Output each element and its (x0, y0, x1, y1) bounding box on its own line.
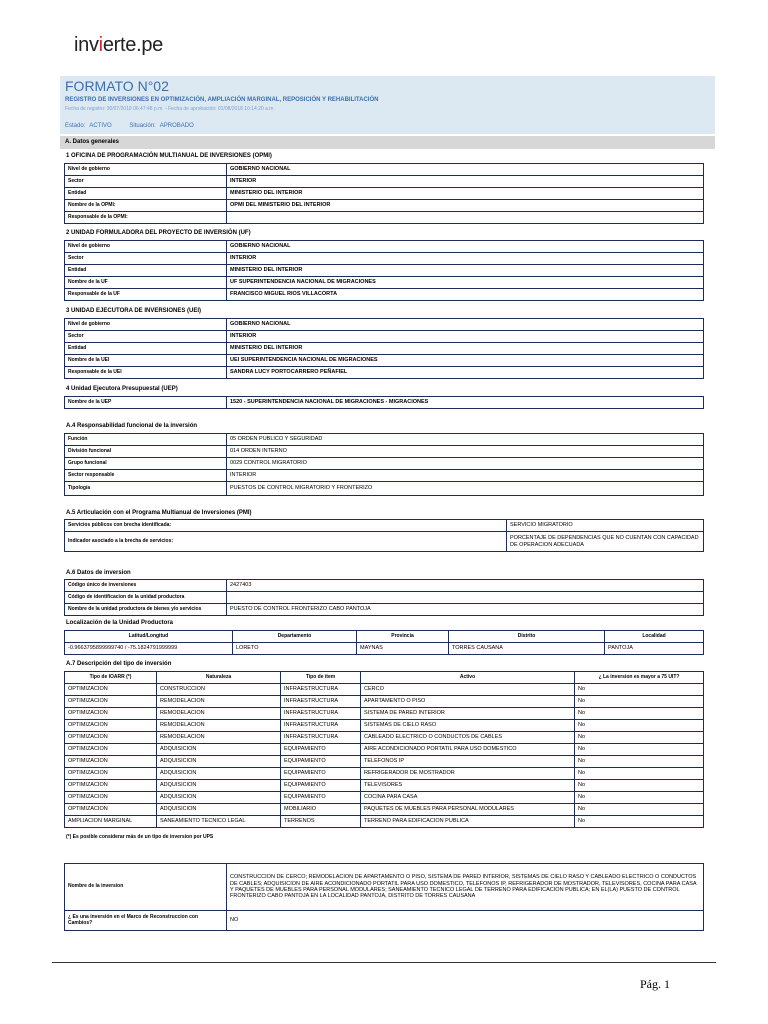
page-number: Pág. 1 (640, 977, 670, 991)
table-cell: INTERIOR (227, 176, 704, 188)
table-cell: INFRAESTRUCTURA (281, 720, 361, 732)
table-cell: Tipo de ítem (281, 672, 361, 684)
table-cell: COCINA PARA CASA (361, 792, 575, 804)
table-cell (227, 212, 704, 224)
table-cell: CABLEADO ELECTRICO O CONDUCTOS DE CABLES (361, 732, 575, 744)
table-cell: No (575, 696, 704, 708)
table-cell: OPTIMIZACION (65, 732, 157, 744)
table-cell: SISTEMA DE PARED INTERIOR (361, 708, 575, 720)
opmi-table (64, 163, 704, 224)
situacion-value: APROBADO (159, 123, 194, 129)
table-cell: Nivel de gobierno (65, 319, 227, 331)
table-cell: 0029 CONTROL MIGRATORIO (227, 458, 704, 470)
table-cell: No (575, 732, 704, 744)
investment-type-table (64, 671, 704, 828)
table-row (65, 696, 704, 708)
table-cell: Distrito (449, 631, 605, 643)
table-cell: INTERIOR (227, 470, 704, 482)
table-cell: Nivel de gobierno (65, 164, 227, 176)
table-cell: AMPLIACION MARGINAL (65, 816, 157, 828)
a5-title: A.5 Articulación con el Programa Multianual de Inversiones (PMI) (66, 510, 252, 516)
a7-title: A.7 Descripción del tipo de inversión (66, 661, 172, 667)
table-cell: Código de identificacion de la unidad productora (65, 592, 227, 604)
table-cell: No (575, 684, 704, 696)
table-cell: No (575, 744, 704, 756)
table-cell: Nombre de la UEI (65, 355, 227, 367)
loc-title: Localización de la Unidad Productora (66, 620, 174, 626)
table-cell: No (575, 708, 704, 720)
table-cell (227, 592, 704, 604)
table-cell: Provincia (357, 631, 449, 643)
uep-title: 4 Unidad Ejecutora Presupuestal (UEP) (66, 386, 178, 392)
table-cell: EQUIPAMIENTO (281, 744, 361, 756)
table-cell: Responsable de la UEI (65, 367, 227, 379)
table-cell: Sector (65, 176, 227, 188)
table-cell: Nombre de la OPMI: (65, 200, 227, 212)
table-cell: No (575, 816, 704, 828)
table-cell: EQUIPAMIENTO (281, 768, 361, 780)
table-cell: ADQUISICION (157, 744, 281, 756)
uep-table (64, 396, 704, 409)
uf-title: 2 UNIDAD FORMULADORA DEL PROYECTO DE INVERSIÓN (UF) (66, 230, 251, 236)
table-row (65, 684, 704, 696)
table-cell: Función (65, 434, 227, 446)
table-cell: Servicios públicos con brecha identificada: (65, 520, 507, 532)
table-cell: Grupo funcional (65, 458, 227, 470)
table-cell: Sector responsable (65, 470, 227, 482)
table-cell: OPTIMIZACION (65, 792, 157, 804)
table-cell: GOBIERNO NACIONAL (227, 319, 704, 331)
table-cell: No (575, 720, 704, 732)
table-cell: OPTIMIZACION (65, 696, 157, 708)
table-cell: ADQUISICION (157, 780, 281, 792)
table-cell: 2427403 (227, 580, 704, 592)
table-cell: ADQUISICION (157, 804, 281, 816)
table-cell: Entidad (65, 265, 227, 277)
table-cell: NO (227, 911, 704, 931)
table-cell: ADQUISICION (157, 756, 281, 768)
table-cell: SANEAMIENTO TECNICO LEGAL (157, 816, 281, 828)
table-cell: ¿ Es una inversión en el Marco de Reconstruccion con Cambios? (65, 911, 227, 931)
table-cell: TERRENOS (281, 816, 361, 828)
table-cell: Localidad (605, 631, 704, 643)
table-cell: UEI SUPERINTENDENCIA NACIONAL DE MIGRACIONES (227, 355, 704, 367)
a5-table (64, 519, 704, 552)
table-cell: -0.9663795899999740 / -75.1824791999999 (65, 643, 233, 655)
table-cell: LORETO (233, 643, 357, 655)
table-cell: 1520 - SUPERINTENDENCIA NACIONAL DE MIGRACIONES - MIGRACIONES (227, 397, 704, 409)
table-cell: INFRAESTRUCTURA (281, 696, 361, 708)
section-a-title: A. Datos generales (60, 136, 715, 149)
table-cell: OPTIMIZACION (65, 720, 157, 732)
table-cell: INTERIOR (227, 253, 704, 265)
table-cell: 05 ORDEN PUBLICO Y SEGURIDAD (227, 434, 704, 446)
table-cell: No (575, 768, 704, 780)
investment-name-table (64, 863, 704, 931)
table-cell: Indicador asociado a la brecha de servicios: (65, 532, 507, 552)
table-cell: EQUIPAMIENTO (281, 756, 361, 768)
uei-title: 3 UNIDAD EJECUTORA DE INVERSIONES (UEI) (66, 308, 202, 314)
table-cell: MOBILIARIO (281, 804, 361, 816)
table-cell: Departamento (233, 631, 357, 643)
table-cell: PAQUETES DE MUEBLES PARA PERSONAL MODULARES (361, 804, 575, 816)
location-table (64, 630, 704, 655)
table-cell: PANTOJA (605, 643, 704, 655)
table-cell: OPTIMIZACION (65, 684, 157, 696)
table-cell: OPTIMIZACION (65, 756, 157, 768)
table-cell: SERVICIO MIGRATORIO (507, 520, 704, 532)
table-cell: REMODELACION (157, 696, 281, 708)
table-cell: EQUIPAMIENTO (281, 780, 361, 792)
table-cell: GOBIERNO NACIONAL (227, 164, 704, 176)
table-row (65, 732, 704, 744)
table-cell: OPTIMIZACION (65, 768, 157, 780)
table-cell: UF SUPERINTENDENCIA NACIONAL DE MIGRACIONES (227, 277, 704, 289)
table-cell: Naturaleza (157, 672, 281, 684)
table-cell: CONSTRUCCION (157, 684, 281, 696)
a7-note: (*) Es posible considerar más de un tipo de inversion por UPS (66, 834, 214, 840)
table-cell: PUESTO DE CONTROL FRONTERIZO CABO PANTOJA (227, 604, 704, 616)
table-cell: TERRENO PARA EDIFICACION PUBLICA (361, 816, 575, 828)
table-cell: MINISTERIO DEL INTERIOR (227, 343, 704, 355)
table-cell: TELEVISORES (361, 780, 575, 792)
table-cell: OPTIMIZACION (65, 780, 157, 792)
table-cell: PORCENTAJE DE DEPENDENCIAS QUE NO CUENTAN CON CAPACIDAD DE OPERACION ADECUADA (507, 532, 704, 552)
table-cell: OPMI DEL MINISTERIO DEL INTERIOR (227, 200, 704, 212)
table-cell: Sector (65, 253, 227, 265)
table-cell: MINISTERIO DEL INTERIOR (227, 188, 704, 200)
table-row (65, 792, 704, 804)
status-line: Estado: ACTIVO Situación: APROBADO (65, 123, 194, 129)
table-cell: Latitud/Longitud (65, 631, 233, 643)
table-cell: Nombre de la UF (65, 277, 227, 289)
table-cell: OPTIMIZACION (65, 708, 157, 720)
format-subtitle: REGISTRO DE INVERSIONES EN OPTIMIZACIÓN, AMPLIACIÓN MARGINAL, REPOSICIÓN Y REHABILITACIÓN (65, 97, 379, 103)
format-title: FORMATO N°02 (65, 78, 169, 94)
table-cell: INTERIOR (227, 331, 704, 343)
table-cell: Responsable de la OPMI: (65, 212, 227, 224)
table-cell: EQUIPAMIENTO (281, 792, 361, 804)
table-cell: Entidad (65, 343, 227, 355)
table-cell: CERCO (361, 684, 575, 696)
table-cell: INFRAESTRUCTURA (281, 732, 361, 744)
table-cell: 014 ORDEN INTERNO (227, 446, 704, 458)
table-cell: Tipología (65, 482, 227, 496)
table-cell: MINISTERIO DEL INTERIOR (227, 265, 704, 277)
table-cell: ADQUISICION (157, 792, 281, 804)
table-cell: Código único de inversiones (65, 580, 227, 592)
table-cell: AIRE ACONDICIONADO PORTATIL PARA USO DOMESTICO (361, 744, 575, 756)
estado-value: ACTIVO (89, 123, 112, 129)
table-cell: No (575, 792, 704, 804)
table-cell: SISTEMAS DE CIELO RASO (361, 720, 575, 732)
table-cell: GOBIERNO NACIONAL (227, 241, 704, 253)
table-row (65, 744, 704, 756)
table-row (65, 756, 704, 768)
table-row (65, 768, 704, 780)
table-cell: ADQUISICION (157, 768, 281, 780)
opmi-title: 1 OFICINA DE PROGRAMACIÓN MULTIANUAL DE INVERSIONES (OPMI) (66, 153, 272, 159)
table-cell: OPTIMIZACION (65, 804, 157, 816)
table-cell: ¿ La inversion es mayor a 75 UIT? (575, 672, 704, 684)
table-cell: Nivel de gobierno (65, 241, 227, 253)
table-cell: No (575, 804, 704, 816)
table-cell: APARTAMENTO O PISO (361, 696, 575, 708)
table-cell: INFRAESTRUCTURA (281, 708, 361, 720)
table-cell: OPTIMIZACION (65, 744, 157, 756)
uei-table (64, 318, 704, 379)
table-cell: Nombre de la UEP (65, 397, 227, 409)
table-cell: SANDRA LUCY PORTOCARRERO PEÑAFIEL (227, 367, 704, 379)
table-cell: Nombre de la inversion (65, 864, 227, 911)
table-row (65, 780, 704, 792)
table-cell: INFRAESTRUCTURA (281, 684, 361, 696)
table-cell: No (575, 780, 704, 792)
table-cell: CONSTRUCCION DE CERCO; REMODELACION DE APARTAMENTO O PISO, SISTEMA DE PARED INTERIOR, SISTEMAS DE CIELO RASO Y CABLEADO ELECTRICO O CONDUCTOS DE CABLES; ADQUISICION DE AIRE ACONDICIONADO PORTATIL PARA USO DOMESTICO, TELEFONOS IP, REFRIGERADOR DE MOSTRADOR, TELEVISORES, COCINA PARA CASA Y PAQUETES DE MUEBLES PARA PERSONAL MODULARES; SANEAMIENTO TECNICO LEGAL DE TERRENO PARA EDIFICACION PUBLICA; EN EL(LA) PUESTO DE CONTROL FRONTERIZO CABO PANTOJA EN LA LOCALIDAD PANTOJA, DISTRITO DE TORRES CAUSANA (227, 864, 704, 911)
table-cell: Nombre de la unidad productora de bienes y/o servicios (65, 604, 227, 616)
table-cell: FRANCISCO MIGUEL RIOS VILLACORTA (227, 289, 704, 301)
table-cell: Activo (361, 672, 575, 684)
a6-title: A.6 Datos de inversion (66, 570, 131, 576)
uf-table (64, 240, 704, 301)
a4-title: A.4 Responsabilidad funcional de la inversión (66, 423, 198, 429)
table-cell: REMODELACION (157, 708, 281, 720)
table-cell: División funcional (65, 446, 227, 458)
table-cell: PUESTOS DE CONTROL MIGRATORIO Y FRONTERIZO (227, 482, 704, 496)
table-cell: Sector (65, 331, 227, 343)
table-cell: REFRIGERADOR DE MOSTRADOR (361, 768, 575, 780)
table-row (65, 708, 704, 720)
table-row (65, 720, 704, 732)
table-cell: Entidad (65, 188, 227, 200)
table-cell: No (575, 756, 704, 768)
a4-table (64, 433, 704, 496)
table-row (65, 816, 704, 828)
table-cell: REMODELACION (157, 720, 281, 732)
format-header (60, 76, 715, 134)
table-cell: Tipo de IOARR (*) (65, 672, 157, 684)
table-cell: TORRES CAUSANA (449, 643, 605, 655)
table-cell: REMODELACION (157, 732, 281, 744)
a6-table (64, 579, 704, 616)
table-cell: TELEFONOS IP (361, 756, 575, 768)
table-cell: Responsable de la UF (65, 289, 227, 301)
invierte-logo: invierte.pe (74, 34, 163, 56)
table-row (65, 804, 704, 816)
format-dates: Fecha de registro: 30/07/2018 06:47:48 p.m. - Fecha de aprobación: 01/08/2018 10:14:20 a.m. (65, 106, 275, 112)
footer-divider (52, 962, 716, 963)
table-cell: MAYNAS (357, 643, 449, 655)
